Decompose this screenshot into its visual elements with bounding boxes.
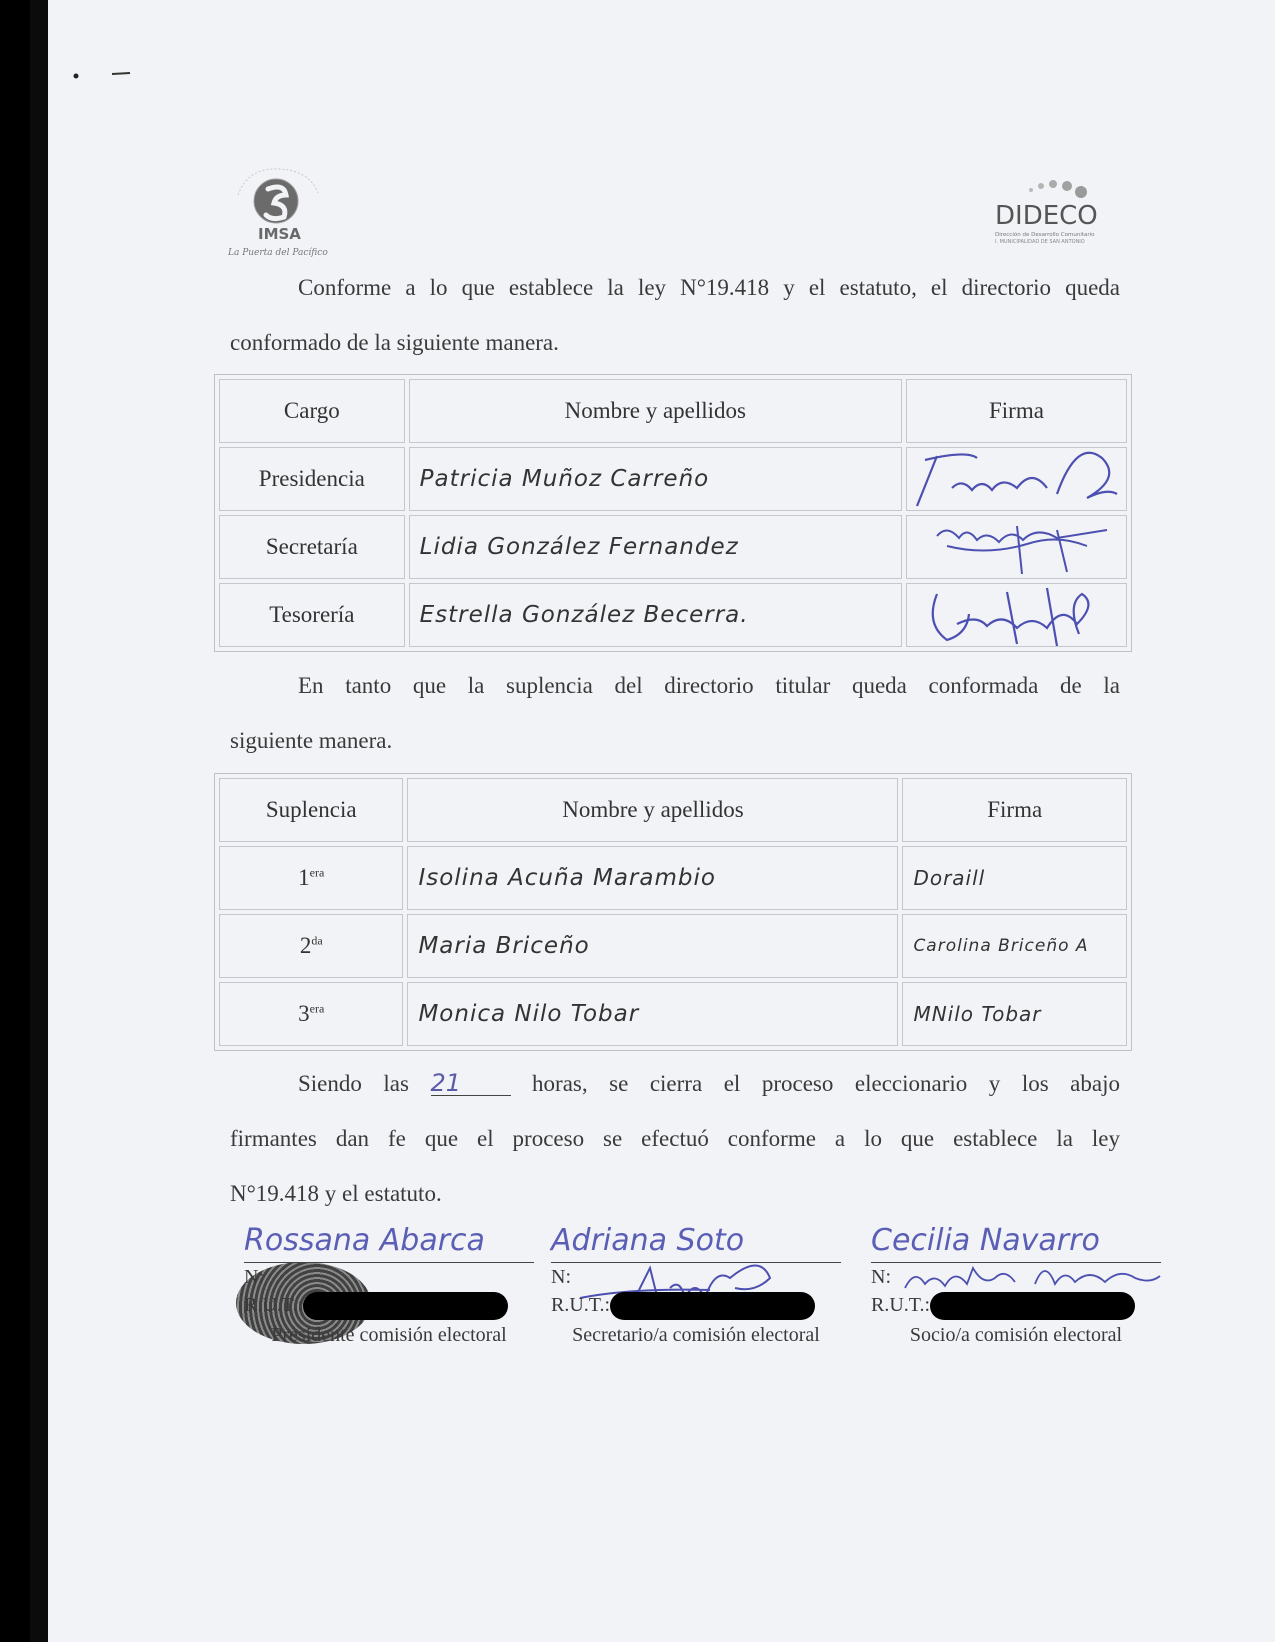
signature-scribble [907, 584, 1131, 646]
redaction-bar [303, 1292, 508, 1320]
order-suffix: da [311, 933, 323, 948]
closing-suffix: horas, se cierra el proceso eleccionario y los abajo [532, 1071, 1120, 1096]
signature-handwritten-name: Rossana Abarca [244, 1223, 485, 1258]
imsa-tagline: La Puerta del Pacífico [228, 248, 328, 258]
signature-scribble [907, 516, 1131, 578]
handwritten-name: Patricia Muñoz Carreño [409, 447, 902, 511]
cargo-cell: Secretaría [219, 515, 405, 579]
handwritten-name: Isolina Acuña Marambio [407, 846, 898, 910]
handwritten-name: Maria Briceño [407, 914, 898, 978]
dideco-logo [995, 178, 1113, 254]
header-suplencia: Suplencia [219, 778, 403, 842]
table-row [219, 583, 1127, 647]
table-header-row [219, 778, 1127, 842]
header-firma: Firma [906, 379, 1127, 443]
table-row [219, 914, 1127, 978]
handwritten-name: Lidia González Fernandez [409, 515, 902, 579]
closing-line-3: N°19.418 y el estatuto. [230, 1181, 442, 1206]
header-nombre: Nombre y apellidos [407, 778, 898, 842]
suplencia-line-2: siguiente manera. [230, 728, 393, 753]
handwritten-signature: Carolina Briceño A [902, 914, 1127, 978]
handwritten-name: Estrella González Becerra. [409, 583, 902, 647]
imsa-logo [228, 165, 343, 265]
signature-rut-label: R.U.T.: [244, 1294, 304, 1316]
handwritten-name: Monica Nilo Tobar [407, 982, 898, 1046]
header-nombre: Nombre y apellidos [409, 379, 902, 443]
signature-role: Socio/a comisión electoral [909, 1324, 1123, 1347]
suplencia-table [214, 773, 1132, 1051]
table-row [219, 515, 1127, 579]
order-number: 1 [298, 865, 310, 890]
suplencia-line-1: En tanto que la suplencia del directorio titular queda conformada de la [298, 673, 1120, 698]
closing-paragraph [230, 1056, 1120, 1221]
signature-rut-row [871, 1291, 1161, 1320]
closing-hours: 21 [431, 1071, 511, 1096]
closing-prefix: Siendo las [298, 1071, 409, 1096]
order-suffix: era [309, 1001, 325, 1016]
signature-role: Secretario/a comisión electoral [572, 1324, 820, 1347]
signature-rut-label: R.U.T.: [871, 1294, 931, 1316]
order-number: 3 [298, 1001, 310, 1026]
signature-handwritten-name: Adriana Soto [551, 1223, 745, 1258]
signature-block-president [244, 1220, 534, 1347]
closing-line-2: firmantes dan fe que el proceso se efectuó conforme a lo que establece la ley [230, 1126, 1120, 1151]
redaction-bar [930, 1292, 1135, 1320]
stray-mark [72, 70, 134, 80]
signature-n-label: N: [871, 1266, 891, 1288]
header-firma: Firma [902, 778, 1127, 842]
redaction-bar [610, 1292, 815, 1320]
signature-scribble [907, 448, 1131, 510]
signature-role: Presidente comisión electoral [271, 1324, 507, 1347]
imsa-name: IMSA [258, 225, 301, 243]
signature-rut-row [244, 1291, 534, 1320]
intro-line-2: conformado de la siguiente manera. [230, 330, 559, 355]
dideco-subtitle-1: Dirección de Desarrollo Comunitario [995, 232, 1095, 238]
signature-rut-row [551, 1291, 841, 1320]
table-row [219, 447, 1127, 511]
cargo-cell: Tesorería [219, 583, 405, 647]
intro-line-1: Conforme a lo que establece la ley N°19.418 y el estatuto, el directorio queda [298, 275, 1120, 300]
order-cell [219, 914, 403, 978]
directorio-table [214, 374, 1132, 652]
dideco-name: DIDECO [995, 201, 1098, 231]
signature-n-label: N: [551, 1266, 571, 1288]
handwritten-signature: Doraill [902, 846, 1127, 910]
signature-cell [906, 515, 1127, 579]
signature-cell [906, 447, 1127, 511]
order-suffix: era [309, 865, 325, 880]
order-cell [219, 846, 403, 910]
intro-paragraph [230, 260, 1120, 370]
table-header-row [219, 379, 1127, 443]
order-cell [219, 982, 403, 1046]
signature-block-member [871, 1220, 1161, 1347]
dideco-subtitle-2: I. MUNICIPALIDAD DE SAN ANTONIO [995, 239, 1085, 245]
suplencia-paragraph [230, 658, 1120, 768]
handwritten-signature: MNilo Tobar [902, 982, 1127, 1046]
scan-edge-inner [0, 0, 30, 1642]
signature-block-secretary [551, 1220, 841, 1347]
signature-n-label: N: [244, 1266, 264, 1288]
closing-line-1 [230, 1056, 1120, 1111]
signature-rut-label: R.U.T.: [551, 1294, 611, 1316]
table-row [219, 846, 1127, 910]
signature-cell [906, 583, 1127, 647]
order-number: 2 [299, 933, 312, 958]
cargo-cell: Presidencia [219, 447, 405, 511]
table-row [219, 982, 1127, 1046]
header-cargo: Cargo [219, 379, 405, 443]
signature-handwritten-name: Cecilia Navarro [871, 1223, 1100, 1258]
